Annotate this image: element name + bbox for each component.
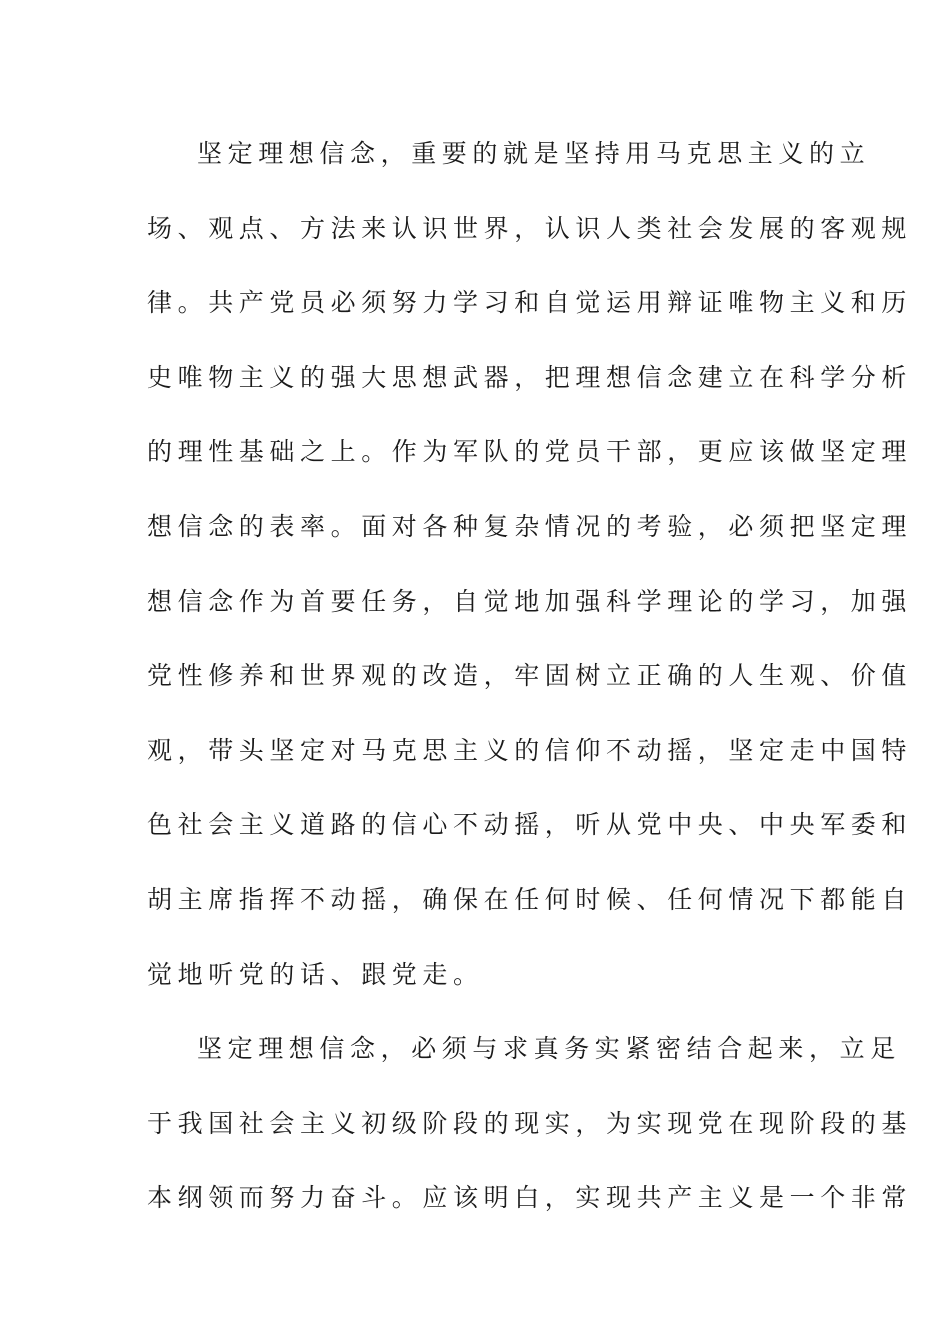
document-body — [147, 126, 913, 1245]
paragraph-line: 于我国社会主义初级阶段的现实，为实现党在现阶段的基 — [147, 1108, 913, 1138]
paragraph-line: 的理性基础之上。作为军队的党员干部，更应该做坚定理 — [147, 437, 913, 467]
paragraph-line: 史唯物主义的强大思想武器，把理想信念建立在科学分析 — [147, 362, 913, 392]
paragraph-line: 本纲领而努力奋斗。应该明白，实现共产主义是一个非常 — [147, 1183, 913, 1213]
paragraph-2 — [147, 1021, 913, 1245]
paragraph-line: 想信念作为首要任务，自觉地加强科学理论的学习，加强 — [147, 586, 913, 616]
paragraph-line: 胡主席指挥不动摇，确保在任何时候、任何情况下都能自 — [147, 884, 913, 914]
paragraph-1 — [147, 126, 913, 1021]
paragraph-line: 党性修养和世界观的改造，牢固树立正确的人生观、价值 — [147, 661, 913, 691]
paragraph-line: 色社会主义道路的信心不动摇，听从党中央、中央军委和 — [147, 810, 913, 840]
paragraph-line: 律。共产党员必须努力学习和自觉运用辩证唯物主义和历 — [147, 288, 913, 318]
paragraph-line: 想信念的表率。面对各种复杂情况的考验，必须把坚定理 — [147, 511, 913, 541]
paragraph-line: 觉地听党的话、跟党走。 — [147, 959, 484, 989]
paragraph-line: 坚定理想信念，重要的就是坚持用马克思主义的立 — [197, 139, 871, 168]
paragraph-line: 坚定理想信念，必须与求真务实紧密结合起来，立足 — [197, 1034, 901, 1064]
paragraph-line: 场、观点、方法来认识世界，认识人类社会发展的客观规 — [147, 213, 913, 243]
paragraph-line: 观，带头坚定对马克思主义的信仰不动摇，坚定走中国特 — [147, 735, 913, 765]
